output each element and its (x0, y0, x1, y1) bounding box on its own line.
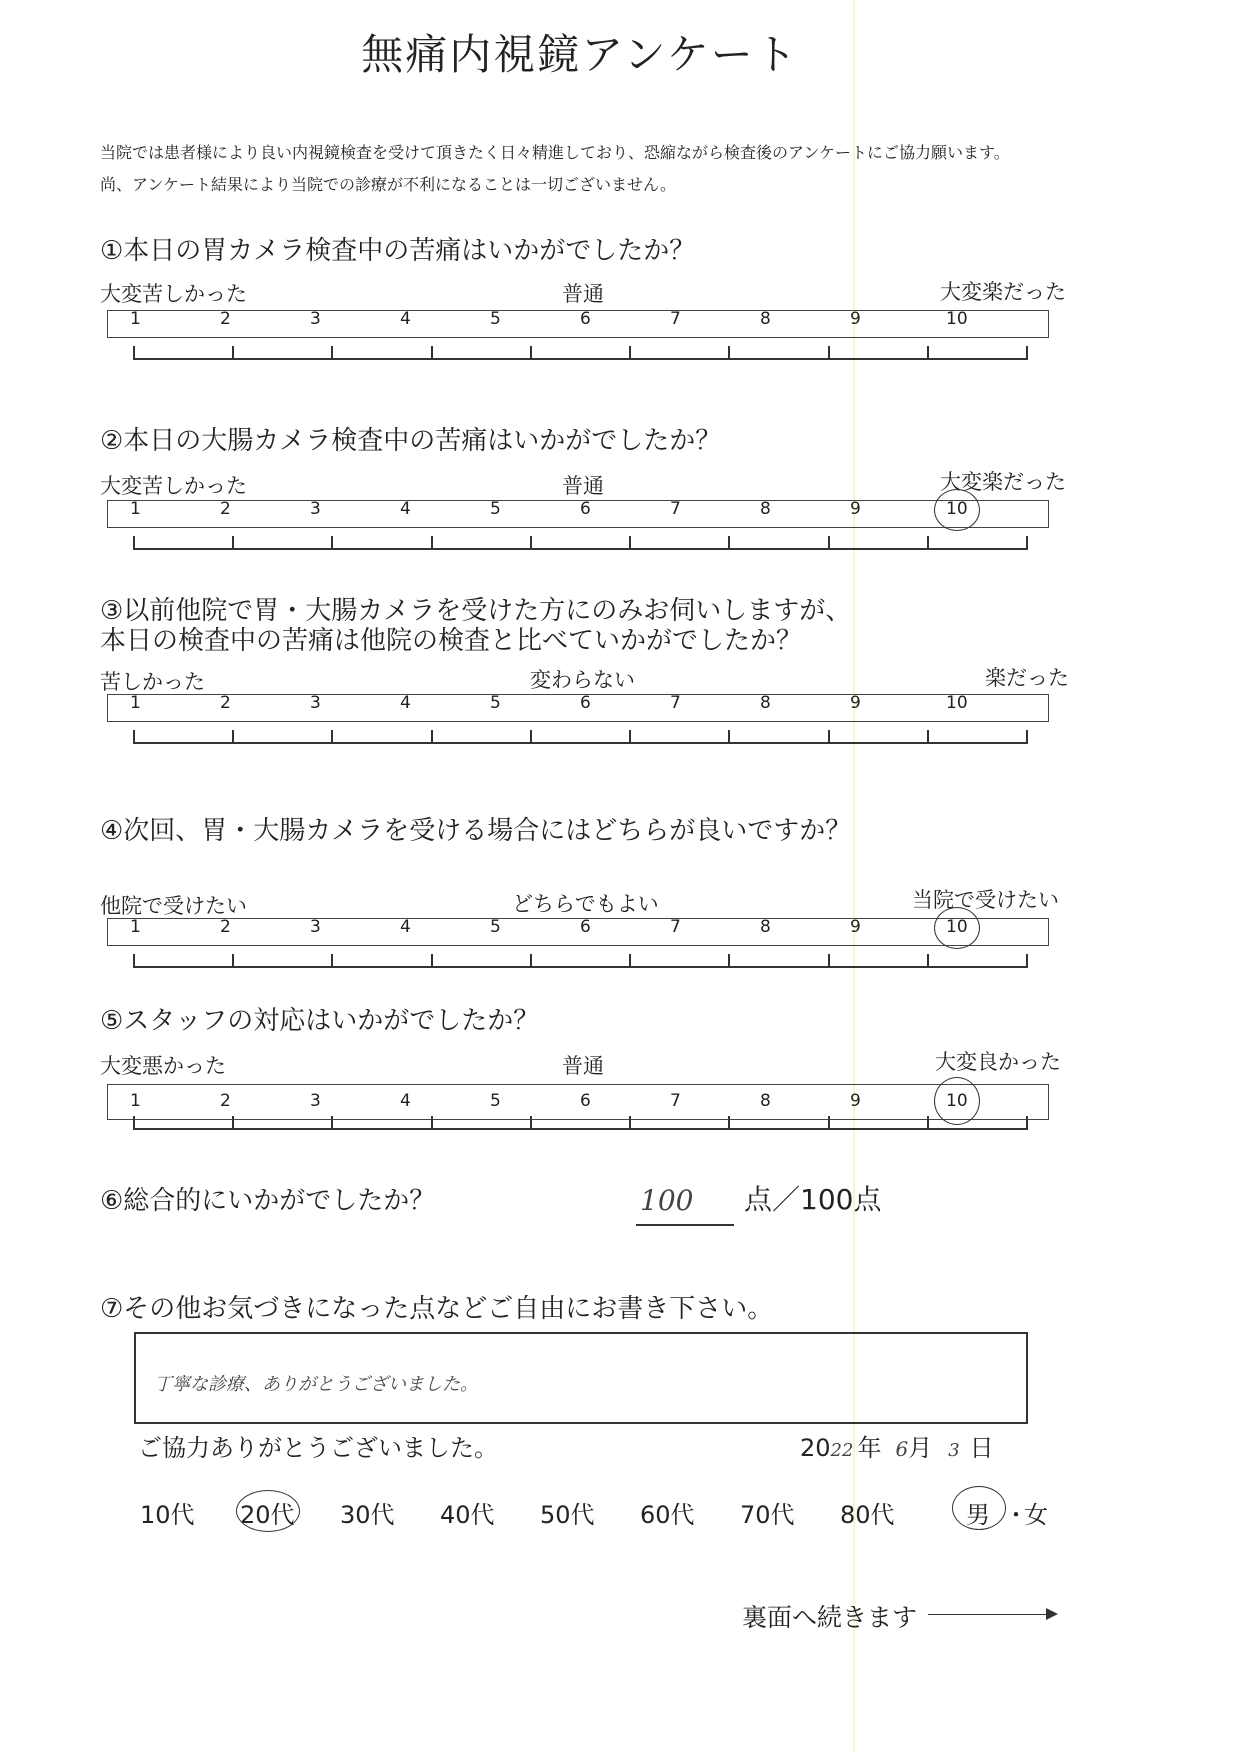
scale-option-3[interactable]: 3 (310, 1091, 321, 1111)
scale-option-4[interactable]: 4 (400, 309, 411, 329)
ruler-tick (828, 346, 830, 360)
scale-option-7[interactable]: 7 (670, 309, 681, 329)
ruler-tick (133, 730, 135, 744)
scale-option-5[interactable]: 5 (490, 1091, 501, 1111)
ruler-tick (927, 1116, 929, 1130)
scale-option-8[interactable]: 8 (760, 1091, 771, 1111)
q4-label: ④次回、胃・大腸カメラを受ける場合にはどちらが良いですか？ (100, 816, 852, 846)
age-option-50s[interactable]: 50代 (540, 1501, 595, 1529)
continue-arrow-line (928, 1614, 1048, 1615)
q1-scale[interactable] (107, 310, 1049, 338)
scale-option-10[interactable]: 10 (946, 693, 968, 713)
ruler-tick (828, 1116, 830, 1130)
scale-option-7[interactable]: 7 (670, 917, 681, 937)
scale-option-6[interactable]: 6 (580, 499, 591, 519)
scale-option-10[interactable]: 10 (946, 309, 968, 329)
scale-option-3[interactable]: 3 (310, 309, 321, 329)
ruler-tick (331, 954, 333, 968)
scale-option-6[interactable]: 6 (580, 917, 591, 937)
ruler-tick (828, 954, 830, 968)
q4-mid-label: どちらでもよい (512, 892, 659, 916)
scale-option-5[interactable]: 5 (490, 309, 501, 329)
ruler-tick (629, 730, 631, 744)
ruler-tick (431, 954, 433, 968)
gender-selected-circle (952, 1486, 1006, 1530)
ruler-tick (728, 954, 730, 968)
scale-option-10[interactable]: 10 (946, 499, 968, 519)
arrow-right-icon (1046, 1608, 1058, 1620)
scale-option-3[interactable]: 3 (310, 693, 321, 713)
q1-right-label: 大変楽だった (940, 280, 1066, 304)
ruler-tick (133, 954, 135, 968)
scale-option-2[interactable]: 2 (220, 499, 231, 519)
intro-line-2: 尚、アンケート結果により当院での診療が不利になることは一切ございません。 (100, 175, 677, 194)
age-option-80s[interactable]: 80代 (840, 1501, 895, 1529)
overall-score[interactable]: 100 (640, 1184, 694, 1217)
comments-box[interactable] (134, 1332, 1028, 1424)
q2-scale[interactable] (107, 500, 1049, 528)
date-month-unit: 月 (908, 1434, 933, 1462)
scale-option-10[interactable]: 10 (946, 917, 968, 937)
q2-mid-label: 普通 (562, 474, 604, 498)
q3-label-line-2: 本日の検査中の苦痛は他院の検査と比べていかがでしたか？ (100, 626, 803, 656)
gender-female[interactable]: 女 (1024, 1501, 1048, 1529)
scale-option-8[interactable]: 8 (760, 917, 771, 937)
q6-label: ⑥総合的にいかがでしたか？ (100, 1186, 436, 1216)
ruler-tick (232, 1116, 234, 1130)
q7-label: ⑦その他お気づきになった点などご自由にお書き下さい。 (100, 1294, 774, 1324)
q3-right-label: 楽だった (985, 666, 1069, 690)
scale-option-5[interactable]: 5 (490, 693, 501, 713)
q3-ruler (133, 730, 1028, 744)
ruler-tick (530, 954, 532, 968)
scale-option-4[interactable]: 4 (400, 499, 411, 519)
gender-separator: ・ (1004, 1501, 1028, 1529)
scale-option-6[interactable]: 6 (580, 309, 591, 329)
scale-option-8[interactable]: 8 (760, 693, 771, 713)
ruler-tick (927, 536, 929, 550)
scale-option-4[interactable]: 4 (400, 693, 411, 713)
date-day-unit: 日 (969, 1434, 994, 1462)
gender-male[interactable]: 男 (966, 1501, 990, 1529)
scale-option-2[interactable]: 2 (220, 917, 231, 937)
age-selected-circle (236, 1490, 300, 1532)
answer-circle (934, 489, 980, 531)
ruler-tick (927, 730, 929, 744)
scale-option-8[interactable]: 8 (760, 309, 771, 329)
ruler-tick (331, 1116, 333, 1130)
age-option-40s[interactable]: 40代 (440, 1501, 495, 1529)
q5-left-label: 大変悪かった (100, 1054, 226, 1078)
age-option-10s[interactable]: 10代 (140, 1501, 195, 1529)
age-option-60s[interactable]: 60代 (640, 1501, 695, 1529)
answer-circle (934, 907, 980, 949)
ruler-tick (1026, 1116, 1028, 1130)
ruler-tick (629, 346, 631, 360)
ruler-tick (1026, 346, 1028, 360)
ruler-tick (728, 536, 730, 550)
thanks-text: ご協力ありがとうございました。 (138, 1434, 498, 1462)
scale-option-7[interactable]: 7 (670, 499, 681, 519)
ruler-tick (431, 1116, 433, 1130)
q4-right-label: 当院で受けたい (912, 888, 1059, 912)
ruler-tick (530, 730, 532, 744)
ruler-tick (728, 730, 730, 744)
q1-mid-label: 普通 (562, 282, 604, 306)
ruler-tick (232, 730, 234, 744)
q5-mid-label: 普通 (562, 1054, 604, 1078)
scale-option-5[interactable]: 5 (490, 917, 501, 937)
q3-left-label: 苦しかった (100, 670, 205, 694)
ruler-tick (232, 954, 234, 968)
scale-option-4[interactable]: 4 (400, 917, 411, 937)
q5-right-label: 大変良かった (935, 1050, 1061, 1074)
scale-option-3[interactable]: 3 (310, 499, 321, 519)
scale-option-2[interactable]: 2 (220, 693, 231, 713)
page-title: 無痛内視鏡アンケート (361, 30, 799, 79)
date-day: 3 (948, 1440, 960, 1461)
date-year-prefix: 20 (800, 1434, 831, 1462)
ruler-tick (1026, 536, 1028, 550)
q4-left-label: 他院で受けたい (100, 894, 247, 918)
comments-text: 丁寧な診療、ありがとうございました。 (154, 1374, 478, 1395)
scale-option-9[interactable]: 9 (850, 693, 861, 713)
ruler-tick (331, 730, 333, 744)
ruler-tick (728, 346, 730, 360)
scale-option-9[interactable]: 9 (850, 1091, 861, 1111)
ruler-tick (927, 954, 929, 968)
q2-ruler (133, 536, 1028, 550)
ruler-tick (629, 954, 631, 968)
scale-option-10[interactable]: 10 (946, 1091, 968, 1111)
q1-label: ①本日の胃カメラ検査中の苦痛はいかがでしたか？ (100, 236, 696, 266)
paper-line (853, 0, 855, 1753)
scale-option-1[interactable]: 1 (130, 693, 141, 713)
ruler-tick (728, 1116, 730, 1130)
scale-option-1[interactable]: 1 (130, 1091, 141, 1111)
scale-option-1[interactable]: 1 (130, 499, 141, 519)
ruler-tick (133, 536, 135, 550)
date-field[interactable] (800, 1428, 994, 1463)
q4-ruler (133, 954, 1028, 968)
scale-option-7[interactable]: 7 (670, 1091, 681, 1111)
q5-label: ⑤スタッフの対応はいかがでしたか？ (100, 1006, 540, 1036)
ruler-tick (927, 346, 929, 360)
date-year: 22 (830, 1440, 854, 1461)
ruler-tick (530, 536, 532, 550)
scale-option-9[interactable]: 9 (850, 309, 861, 329)
scale-option-8[interactable]: 8 (760, 499, 771, 519)
q4-scale[interactable] (107, 918, 1049, 946)
q2-left-label: 大変苦しかった (100, 474, 247, 498)
scale-option-9[interactable]: 9 (850, 917, 861, 937)
scale-option-2[interactable]: 2 (220, 1091, 231, 1111)
ruler-tick (331, 536, 333, 550)
ruler-tick (431, 346, 433, 360)
scale-option-7[interactable]: 7 (670, 693, 681, 713)
ruler-tick (232, 346, 234, 360)
ruler-tick (331, 346, 333, 360)
ruler-tick (133, 346, 135, 360)
q5-ruler (133, 1116, 1028, 1130)
scale-option-1[interactable]: 1 (130, 309, 141, 329)
ruler-tick (828, 730, 830, 744)
q3-scale[interactable] (107, 694, 1049, 722)
intro-line-1: 当院では患者様により良い内視鏡検査を受けて頂きたく日々精進しており、恐縮ながら検査後のアンケートにご協力願います。 (100, 143, 1010, 162)
scale-option-1[interactable]: 1 (130, 917, 141, 937)
ruler-tick (530, 346, 532, 360)
ruler-tick (530, 1116, 532, 1130)
q1-left-label: 大変苦しかった (100, 282, 247, 306)
q2-label: ②本日の大腸カメラ検査中の苦痛はいかがでしたか？ (100, 426, 722, 456)
ruler-tick (629, 536, 631, 550)
age-option-20s[interactable]: 20代 (240, 1501, 295, 1529)
ruler-tick (431, 730, 433, 744)
scale-option-3[interactable]: 3 (310, 917, 321, 937)
ruler-tick (828, 536, 830, 550)
q1-ruler (133, 346, 1028, 360)
scale-option-5[interactable]: 5 (490, 499, 501, 519)
scale-option-9[interactable]: 9 (850, 499, 861, 519)
age-option-70s[interactable]: 70代 (740, 1501, 795, 1529)
q5-scale[interactable] (107, 1084, 1049, 1120)
ruler-tick (232, 536, 234, 550)
scale-option-2[interactable]: 2 (220, 309, 231, 329)
ruler-tick (133, 1116, 135, 1130)
ruler-tick (1026, 954, 1028, 968)
date-month: 6 (895, 1437, 909, 1461)
overall-score-underline (636, 1224, 734, 1226)
scale-option-4[interactable]: 4 (400, 1091, 411, 1111)
scale-option-6[interactable]: 6 (580, 693, 591, 713)
ruler-tick (431, 536, 433, 550)
date-year-unit: 年 (857, 1434, 882, 1462)
q3-mid-label: 変わらない (530, 668, 635, 692)
continue-text: 裏面へ続きます (742, 1603, 918, 1632)
ruler-tick (1026, 730, 1028, 744)
scale-option-6[interactable]: 6 (580, 1091, 591, 1111)
q2-right-label: 大変楽だった (940, 470, 1066, 494)
age-option-30s[interactable]: 30代 (340, 1501, 395, 1529)
overall-suffix: 点／100点 (744, 1183, 882, 1216)
q3-label-line-1: ③以前他院で胃・大腸カメラを受けた方にのみお伺いしますが、 (100, 596, 852, 626)
ruler-tick (629, 1116, 631, 1130)
